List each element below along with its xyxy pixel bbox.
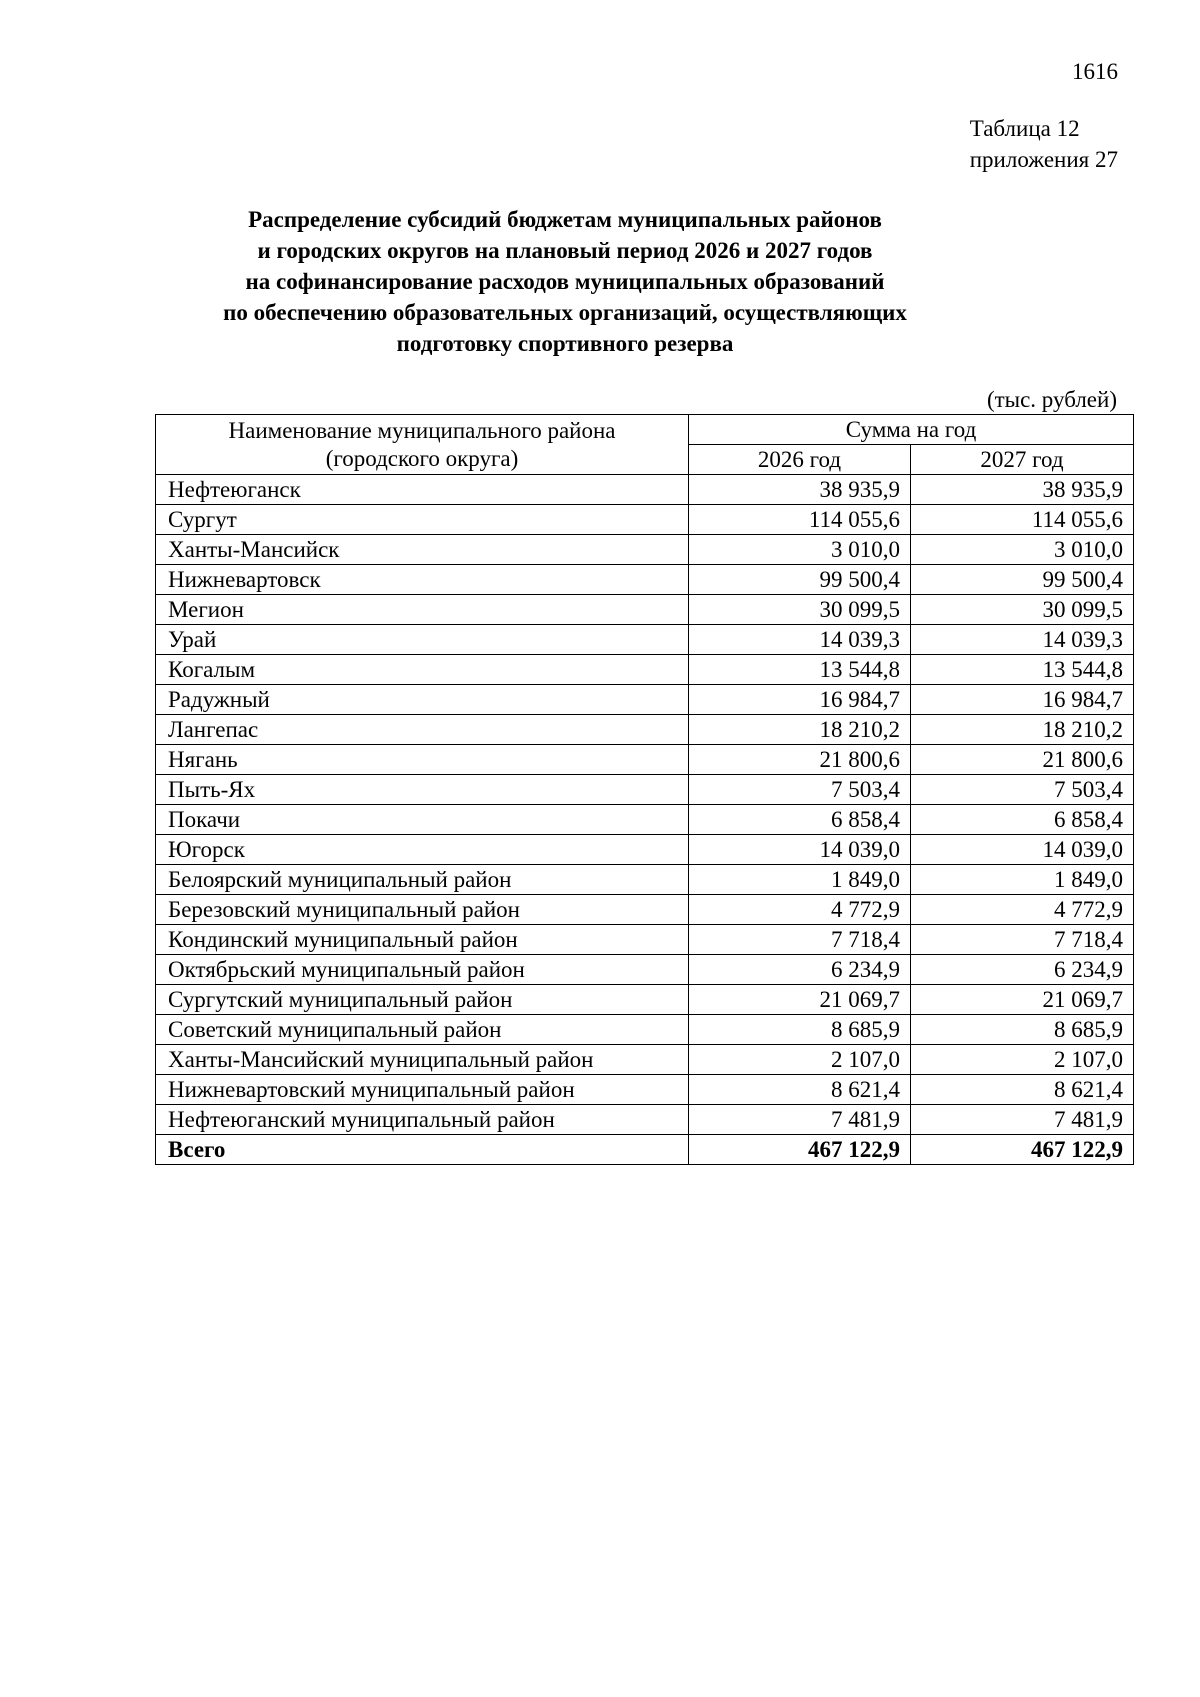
cell-2026: 30 099,5 bbox=[689, 595, 911, 625]
table-total-row bbox=[156, 1135, 1134, 1165]
table-row bbox=[156, 925, 1134, 955]
title-line: и городских округов на плановый период 2026 и 2027 годов bbox=[257, 238, 873, 263]
cell-2026: 7 718,4 bbox=[689, 925, 911, 955]
cell-2026: 7 481,9 bbox=[689, 1105, 911, 1135]
cell-2026: 21 800,6 bbox=[689, 745, 911, 775]
table-row bbox=[156, 865, 1134, 895]
cell-2026: 467 122,9 bbox=[689, 1135, 911, 1165]
table-row bbox=[156, 565, 1134, 595]
cell-name: Когалым bbox=[156, 655, 689, 685]
cell-2027: 6 858,4 bbox=[911, 805, 1134, 835]
table-row bbox=[156, 535, 1134, 565]
cell-2027: 3 010,0 bbox=[911, 535, 1134, 565]
cell-name: Покачи bbox=[156, 805, 689, 835]
cell-2027: 7 718,4 bbox=[911, 925, 1134, 955]
cell-2027: 6 234,9 bbox=[911, 955, 1134, 985]
cell-2027: 7 481,9 bbox=[911, 1105, 1134, 1135]
table-row bbox=[156, 625, 1134, 655]
title-line: по обеспечению образовательных организаций, осуществляющих bbox=[223, 300, 907, 325]
cell-2027: 21 069,7 bbox=[911, 985, 1134, 1015]
cell-name: Сургут bbox=[156, 505, 689, 535]
cell-name: Березовский муниципальный район bbox=[156, 895, 689, 925]
cell-2027: 18 210,2 bbox=[911, 715, 1134, 745]
cell-2027: 1 849,0 bbox=[911, 865, 1134, 895]
cell-2027: 8 621,4 bbox=[911, 1075, 1134, 1105]
table-reference bbox=[970, 113, 1118, 175]
cell-2027: 8 685,9 bbox=[911, 1015, 1134, 1045]
cell-2027: 114 055,6 bbox=[911, 505, 1134, 535]
cell-name: Лангепас bbox=[156, 715, 689, 745]
cell-2027: 21 800,6 bbox=[911, 745, 1134, 775]
cell-name: Нижневартовский муниципальный район bbox=[156, 1075, 689, 1105]
cell-name: Нефтеюганск bbox=[156, 475, 689, 505]
table-reference-line: Таблица 12 bbox=[969, 116, 1080, 141]
cell-2027: 30 099,5 bbox=[911, 595, 1134, 625]
document-title bbox=[140, 204, 990, 359]
cell-name: Нижневартовск bbox=[156, 565, 689, 595]
header-name-column bbox=[156, 415, 689, 475]
cell-name: Сургутский муниципальный район bbox=[156, 985, 689, 1015]
cell-2026: 14 039,3 bbox=[689, 625, 911, 655]
cell-name: Ханты-Мансийск bbox=[156, 535, 689, 565]
cell-2027: 13 544,8 bbox=[911, 655, 1134, 685]
subsidy-table bbox=[155, 414, 1134, 1165]
title-line: на софинансирование расходов муниципальных образований bbox=[245, 269, 885, 294]
cell-name: Белоярский муниципальный район bbox=[156, 865, 689, 895]
cell-2026: 8 685,9 bbox=[689, 1015, 911, 1045]
table-row bbox=[156, 1105, 1134, 1135]
cell-2026: 2 107,0 bbox=[689, 1045, 911, 1075]
cell-2026: 7 503,4 bbox=[689, 775, 911, 805]
table-row bbox=[156, 505, 1134, 535]
cell-2026: 1 849,0 bbox=[689, 865, 911, 895]
table-reference-line: приложения 27 bbox=[969, 147, 1118, 172]
cell-2027: 16 984,7 bbox=[911, 685, 1134, 715]
cell-name: Урай bbox=[156, 625, 689, 655]
table-row bbox=[156, 595, 1134, 625]
header-year-2026: 2026 год bbox=[689, 445, 911, 475]
table-row bbox=[156, 715, 1134, 745]
page-number: 1616 bbox=[1072, 59, 1118, 84]
title-line: подготовку спортивного резерва bbox=[396, 331, 734, 356]
table-row bbox=[156, 895, 1134, 925]
cell-name: Ханты-Мансийский муниципальный район bbox=[156, 1045, 689, 1075]
cell-name: Советский муниципальный район bbox=[156, 1015, 689, 1045]
cell-2027: 4 772,9 bbox=[911, 895, 1134, 925]
cell-name: Мегион bbox=[156, 595, 689, 625]
units-label: (тыс. рублей) bbox=[986, 387, 1117, 412]
cell-2026: 18 210,2 bbox=[689, 715, 911, 745]
cell-2026: 21 069,7 bbox=[689, 985, 911, 1015]
cell-2026: 8 621,4 bbox=[689, 1075, 911, 1105]
cell-2027: 467 122,9 bbox=[911, 1135, 1134, 1165]
cell-2026: 14 039,0 bbox=[689, 835, 911, 865]
header-name-line: Наименование муниципального района bbox=[228, 417, 616, 443]
cell-name: Всего bbox=[156, 1135, 689, 1165]
table-row bbox=[156, 835, 1134, 865]
table-row bbox=[156, 685, 1134, 715]
table-row bbox=[156, 475, 1134, 505]
table-row bbox=[156, 1015, 1134, 1045]
cell-2026: 3 010,0 bbox=[689, 535, 911, 565]
table-row bbox=[156, 1045, 1134, 1075]
table-row bbox=[156, 745, 1134, 775]
cell-2026: 4 772,9 bbox=[689, 895, 911, 925]
table-body bbox=[156, 475, 1134, 1165]
cell-name: Нефтеюганский муниципальный район bbox=[156, 1105, 689, 1135]
cell-2026: 6 858,4 bbox=[689, 805, 911, 835]
cell-2027: 14 039,0 bbox=[911, 835, 1134, 865]
table-row bbox=[156, 985, 1134, 1015]
title-line: Распределение субсидий бюджетам муниципальных районов bbox=[248, 207, 882, 232]
cell-2027: 99 500,4 bbox=[911, 565, 1134, 595]
cell-2026: 114 055,6 bbox=[689, 505, 911, 535]
header-year-2027: 2027 год bbox=[911, 445, 1134, 475]
cell-2026: 13 544,8 bbox=[689, 655, 911, 685]
cell-2027: 14 039,3 bbox=[911, 625, 1134, 655]
cell-name: Пыть-Ях bbox=[156, 775, 689, 805]
table-row bbox=[156, 775, 1134, 805]
table-row bbox=[156, 955, 1134, 985]
cell-name: Кондинский муниципальный район bbox=[156, 925, 689, 955]
cell-name: Нягань bbox=[156, 745, 689, 775]
table-row bbox=[156, 655, 1134, 685]
cell-2026: 16 984,7 bbox=[689, 685, 911, 715]
table-row bbox=[156, 805, 1134, 835]
cell-name: Октябрьский муниципальный район bbox=[156, 955, 689, 985]
cell-2027: 38 935,9 bbox=[911, 475, 1134, 505]
cell-name: Югорск bbox=[156, 835, 689, 865]
header-sum-column: Сумма на год bbox=[689, 415, 1134, 445]
cell-2027: 2 107,0 bbox=[911, 1045, 1134, 1075]
cell-2026: 6 234,9 bbox=[689, 955, 911, 985]
cell-name: Радужный bbox=[156, 685, 689, 715]
header-name-line: (городского округа) bbox=[325, 445, 519, 471]
cell-2027: 7 503,4 bbox=[911, 775, 1134, 805]
cell-2026: 38 935,9 bbox=[689, 475, 911, 505]
cell-2026: 99 500,4 bbox=[689, 565, 911, 595]
table-row bbox=[156, 1075, 1134, 1105]
